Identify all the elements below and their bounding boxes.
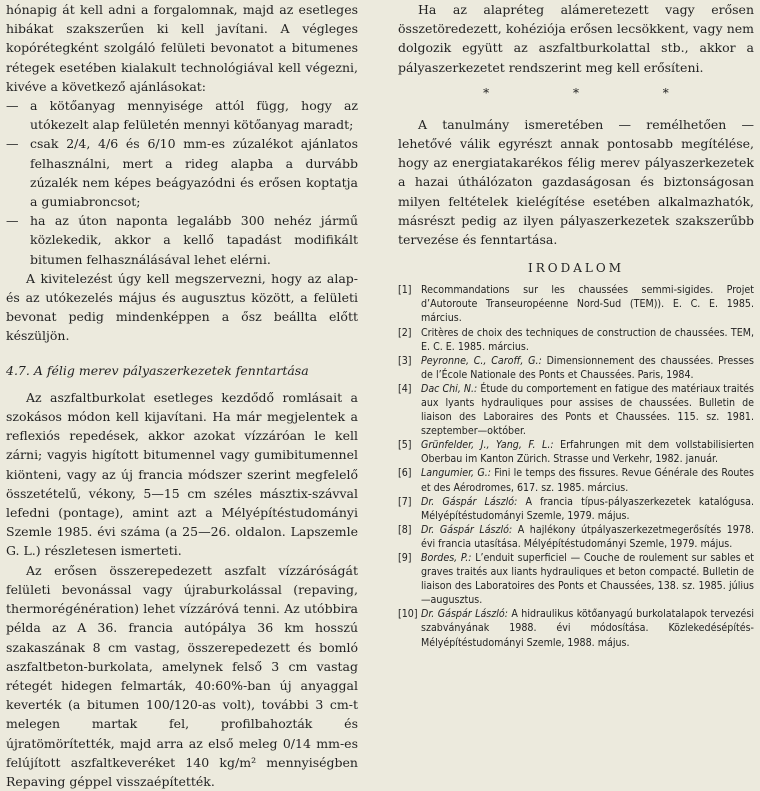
reference-number: [7]: [398, 495, 412, 508]
reference-text: Critères de choix des techniques de construction de chaussées. TEM, E. C. E. 1985. március.: [421, 326, 754, 353]
reference-number: [9]: [398, 552, 412, 565]
paragraph: A tanulmány ismeretében — remélhetően — lehetővé válik egyrészt annak pontosabb megítélése, hogy az energiatakarékos félig merev pályaszerkezetek a hazai úthálózaton gazdaságosan és biztonságosan milyen feltételek kielégítése esetében alkalmazhatók, másrészt pedig az ilyen pályaszerkezetek szakszerűbb tervezése és fenntartása.: [398, 116, 754, 248]
reference-number: [5]: [398, 439, 412, 452]
paragraph: Az aszfaltburkolat esetleges kezdődő romlásait a szokásos módon kell kijavítani. Ha már megjelentek a reflexiós repedések, akkor azokat vízzáróan le kell zárni; vagyis higított bitumennel vagy gumibitumennel kiönteni, vagy az új francia módszer szerint megfelelő összetételű, vékony, 5—15 cm széles másztix-szávval lefedni (pontage), amint azt a Mélyépítéstudományi Szemle 1985. évi száma (a 25—26. oldalon. Lapszemle G. L.) részletesen ismerteti.: [6, 389, 358, 559]
reference-text: A hidraulikus kötőanyagú burkolatalapok tervezési szabványának 1988. évi módosítása. Közlekedésépítés- Mélyépítéstudományi Szemle, 1988. május.: [421, 608, 755, 649]
reference-item: [398, 382, 754, 438]
reference-number: [1]: [398, 284, 412, 297]
references-title: IRODALOM: [528, 261, 624, 276]
section-separator: * * *: [483, 85, 709, 100]
paragraph: hónapig át kell adni a forgalomnak, majd az esetleges hibákat szakszerűen ki kell javítani. A végleges kopórétegként szolgáló felületi bevonatot a bitumenes rétegek esetében kialakult technológiával kell végezni, kivéve a következő ajánlásokat:: [6, 2, 358, 94]
reference-text: Fini le temps des fissures. Revue Générale des Routes et des Aérodromes, 617. sz. 1985. március.: [421, 467, 755, 494]
reference-item: [398, 354, 754, 382]
bullet-item: — a kötőanyag mennyisége attól függ, hogy az utókezelt alap felületén mennyi kötőanyag maradt;: [6, 96, 358, 134]
reference-text: L’enduit superficiel — Couche de roulement sur sables et graves traités aux liants hydrauliques et beton compacté. Bulletin de liaison des Laboratoires des Ponts et Chaussées, 138. sz. 1985. július—augusztus.: [421, 552, 754, 607]
section-heading: [6, 361, 358, 380]
reference-text: A hajlékony útpályaszerkezetmegerősítés 1978. évi francia utasítása. Mélyépítéstudományi Szemle, 1979. május.: [421, 523, 755, 550]
reference-number: [10]: [398, 608, 418, 621]
reference-number: [2]: [398, 326, 412, 339]
reference-author: Langumier, G.:: [421, 467, 491, 480]
reference-number: [8]: [398, 523, 412, 536]
reference-item: [398, 283, 754, 325]
reference-text: A francia típus-pályaszerkezetek katalógusa. Mélyépítéstudományi Szemle, 1979. május.: [421, 495, 754, 522]
reference-number: [6]: [398, 467, 412, 480]
paragraph: Az erősen összerepedezett aszfalt vízzáróságát felületi bevonással vagy újraburkolással (repaving, thermorégénération) lehet vízzáróvá tenni. Az utóbbira példa az A 36. francia autópálya 36 km hosszú szakaszának 8 cm vastag, összerepedezett és bomló aszfaltbeton-burkolata, amelynek felső 3 cm vastag rétegét hidegen felmarták, 40:60%-ban új anyaggal keverték (a bitumen 100/120-as volt), további 3 cm-t melegen martak fel, profilbahozták és újratömörítették, majd arra az első meleg 0/14 mm-es felújított aszfaltkeveréket 140 kg/m² mennyiségben Repaving géppel visszaépítették.: [6, 562, 358, 789]
reference-author: Dr. Gáspár László:: [421, 495, 518, 508]
paragraph: A kivitelezést úgy kell megszervezni, hogy az alap- és az utókezelés május és augusztus között, a felületi bevonat pedig mindenképpen a ősz beállta előtt készüljön.: [6, 270, 358, 344]
reference-text: Dimensionnement des chaussées. Presses de l’École Nationale des Ponts et Chaussées. Paris, 1984.: [421, 354, 754, 381]
reference-text: Recommandations sur les chaussées semmi-sigides. Projet d’Autoroute Transeuropéenne Nord-Sud (TEM)). E. C. E. 1985. március.: [421, 284, 754, 325]
reference-author: Peyronne, C., Caroff, G.:: [421, 354, 542, 367]
reference-item: [398, 326, 754, 354]
right-column: [398, 0, 754, 650]
reference-author: Dr. Gáspár László:: [421, 608, 508, 621]
reference-number: [3]: [398, 354, 412, 367]
left-column: [6, 0, 358, 791]
reference-item: [398, 607, 754, 649]
section-title: A félig merev pályaszerkezetek fenntartása: [33, 362, 309, 378]
reference-item: [398, 523, 754, 551]
bullet-item: — csak 2/4, 4/6 és 6/10 mm-es zúzalékot ajánlatos felhasználni, mert a rideg alapba a durvább zúzalék nem képes beágyazódni és erősen koptatja a gumiabroncsot;: [6, 134, 358, 211]
reference-item: [398, 551, 754, 607]
reference-text: Erfahrungen mit dem vollstabilisierten Oberbau im Kanton Zürich. Strasse und Verkehr, 1982. január.: [421, 439, 755, 466]
bullet-item: — ha az úton naponta legalább 300 nehéz jármű közlekedik, akkor a kellő tapadást modifikált bitumen felhasználásával lehet elérni.: [6, 211, 358, 269]
reference-number: [4]: [398, 382, 412, 395]
reference-item: [398, 438, 754, 466]
reference-author: Dr. Gáspár László:: [421, 523, 513, 536]
section-number: 4.7.: [6, 362, 30, 378]
paragraph: Ha az alapréteg alámeretezett vagy erősen összetöredezett, kohéziója erősen lecsökkent, vagy nem dolgozik együtt az aszfaltburkolattal stb., akkor a pályaszerkezetet rendszerint meg kell erősíteni.: [398, 2, 754, 75]
reference-item: [398, 495, 754, 523]
reference-item: [398, 466, 754, 494]
reference-text: Étude du comportement en fatigue des matériaux traités aux lyants hydrauliques pour assises de chaussées. Bulletin de liaison des Laboraires des Ponts et Chaussées. 115. sz. 1981. szeptember—október.: [421, 382, 755, 438]
reference-author: Bordes, P.:: [421, 552, 472, 565]
reference-author: Dac Chi, N.:: [421, 382, 478, 395]
references-list: [398, 283, 754, 649]
reference-author: Grünfelder, J., Yang, F. L.:: [421, 439, 554, 452]
